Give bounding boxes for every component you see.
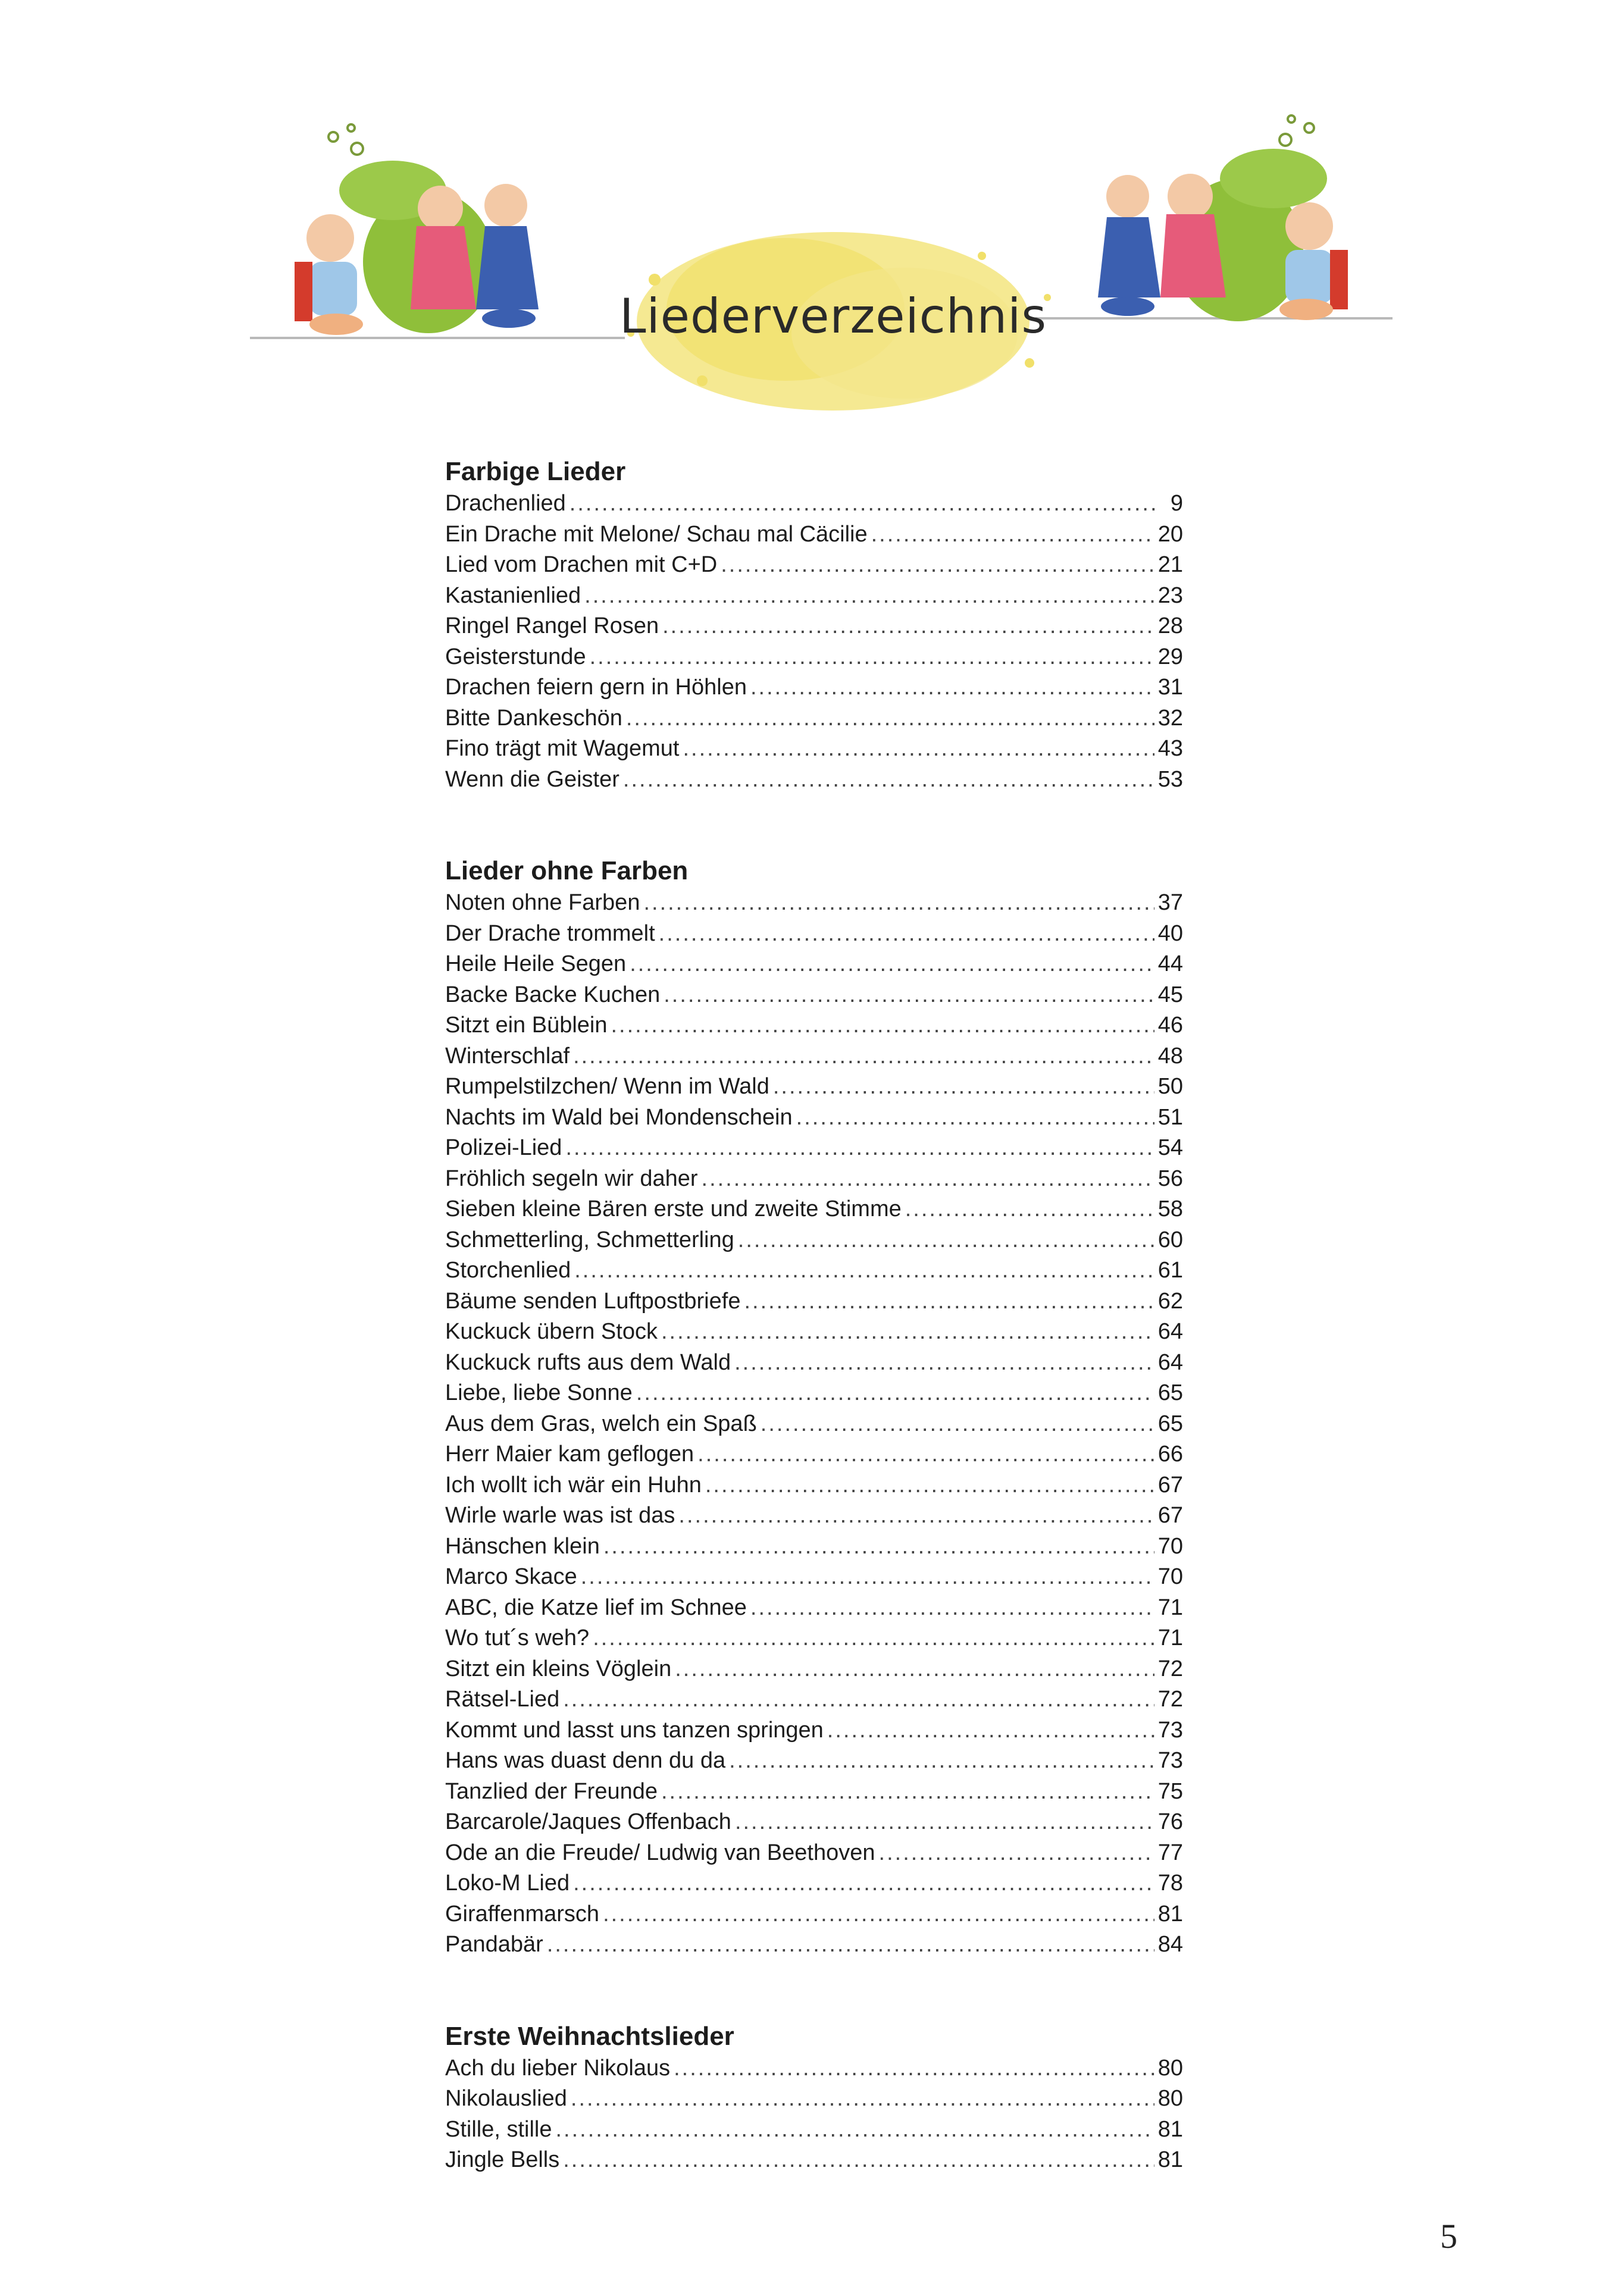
leader-dots bbox=[796, 1102, 1154, 1133]
entry-page: 61 bbox=[1157, 1258, 1183, 1283]
entry-title: Backe Backe Kuchen bbox=[445, 982, 661, 1007]
entry-page: 50 bbox=[1157, 1074, 1183, 1099]
toc-entry bbox=[445, 1715, 1183, 1746]
entry-page: 73 bbox=[1157, 1748, 1183, 1773]
toc-entry bbox=[445, 949, 1183, 980]
entry-title: Sitzt ein Büblein bbox=[445, 1013, 608, 1038]
leader-dots bbox=[623, 765, 1154, 795]
toc-entry bbox=[445, 1102, 1183, 1133]
entry-title: Winterschlaf bbox=[445, 1043, 570, 1069]
entry-page: 53 bbox=[1157, 766, 1183, 792]
entry-page: 43 bbox=[1157, 736, 1183, 761]
entry-page: 46 bbox=[1157, 1013, 1183, 1038]
entry-title: Kommt und lasst uns tanzen springen bbox=[445, 1717, 824, 1743]
entry-title: Giraffenmarsch bbox=[445, 1901, 600, 1927]
entry-title: Drachenlied bbox=[445, 491, 566, 516]
entry-title: Heile Heile Segen bbox=[445, 951, 627, 976]
leader-dots bbox=[593, 1623, 1154, 1654]
toc-entry bbox=[445, 581, 1183, 612]
toc-entry bbox=[445, 488, 1183, 519]
entry-page: 60 bbox=[1157, 1227, 1183, 1252]
leader-dots bbox=[556, 2115, 1154, 2145]
toc-entry bbox=[445, 1929, 1183, 1960]
entry-title: Der Drache trommelt bbox=[445, 920, 655, 946]
entry-page: 51 bbox=[1157, 1104, 1183, 1130]
entry-title: Hänschen klein bbox=[445, 1533, 600, 1559]
leader-dots bbox=[761, 1409, 1154, 1440]
entry-title: Fino trägt mit Wagemut bbox=[445, 736, 680, 761]
entry-page: 65 bbox=[1157, 1411, 1183, 1436]
toc-entry bbox=[445, 642, 1183, 673]
leader-dots bbox=[664, 980, 1154, 1011]
entry-page: 23 bbox=[1157, 582, 1183, 608]
entry-page: 70 bbox=[1157, 1533, 1183, 1559]
toc-entry bbox=[445, 1409, 1183, 1440]
header-illustration bbox=[0, 0, 1624, 452]
toc-entry bbox=[445, 734, 1183, 765]
toc-section-lieder-ohne-farben bbox=[445, 854, 1183, 1960]
toc-entry bbox=[445, 550, 1183, 581]
toc-entry bbox=[445, 1470, 1183, 1501]
entry-title: Herr Maier kam geflogen bbox=[445, 1442, 694, 1467]
page-number: 5 bbox=[1440, 2217, 1457, 2256]
leader-dots bbox=[659, 919, 1154, 950]
leader-dots bbox=[750, 1593, 1154, 1624]
entry-page: 29 bbox=[1157, 644, 1183, 669]
header-banner bbox=[0, 0, 1624, 452]
toc-entry bbox=[445, 1899, 1183, 1930]
entry-title: Hans was duast denn du da bbox=[445, 1748, 726, 1773]
entry-title: Ode an die Freude/ Ludwig van Beethoven bbox=[445, 1840, 875, 1865]
entry-page: 81 bbox=[1157, 2147, 1183, 2172]
leader-dots bbox=[735, 1807, 1154, 1838]
entry-page: 40 bbox=[1157, 920, 1183, 946]
entry-page: 45 bbox=[1157, 982, 1183, 1007]
entry-page: 84 bbox=[1157, 1932, 1183, 1957]
entry-page: 75 bbox=[1157, 1778, 1183, 1804]
leader-dots bbox=[773, 1072, 1154, 1102]
toc-entry bbox=[445, 1317, 1183, 1348]
toc-entry bbox=[445, 1684, 1183, 1715]
table-of-contents bbox=[445, 455, 1183, 2235]
entry-title: Ringel Rangel Rosen bbox=[445, 613, 659, 638]
entry-page: 72 bbox=[1157, 1687, 1183, 1712]
page-title: Liederverzeichnis bbox=[619, 289, 1047, 344]
entry-title: Sieben kleine Bären erste und zweite Stimme bbox=[445, 1196, 902, 1221]
entry-page: 71 bbox=[1157, 1625, 1183, 1650]
section-heading: Farbige Lieder bbox=[445, 457, 626, 486]
toc-entry bbox=[445, 519, 1183, 550]
entry-title: Geisterstunde bbox=[445, 644, 586, 669]
entry-title: Marco Skace bbox=[445, 1564, 577, 1589]
leader-dots bbox=[571, 2084, 1154, 2115]
toc-entry bbox=[445, 1072, 1183, 1102]
toc-entry bbox=[445, 1807, 1183, 1838]
toc-entry bbox=[445, 1194, 1183, 1225]
entry-title: Lied vom Drachen mit C+D bbox=[445, 552, 718, 577]
leader-dots bbox=[705, 1470, 1154, 1501]
entry-page: 56 bbox=[1157, 1166, 1183, 1191]
entry-title: Bäume senden Luftpostbriefe bbox=[445, 1288, 741, 1314]
entry-title: Ach du lieber Nikolaus bbox=[445, 2055, 671, 2081]
entry-title: Aus dem Gras, welch ein Spaß bbox=[445, 1411, 757, 1436]
leader-dots bbox=[603, 1899, 1154, 1930]
toc-entry bbox=[445, 1777, 1183, 1808]
entry-title: Barcarole/Jaques Offenbach bbox=[445, 1809, 731, 1834]
toc-entry bbox=[445, 888, 1183, 919]
leader-dots bbox=[630, 949, 1154, 980]
entry-title: Noten ohne Farben bbox=[445, 890, 640, 915]
toc-entry bbox=[445, 1255, 1183, 1286]
leader-dots bbox=[590, 642, 1154, 673]
toc-entry bbox=[445, 1593, 1183, 1624]
leader-dots bbox=[603, 1531, 1154, 1562]
entry-title: Bitte Dankeschön bbox=[445, 705, 622, 731]
entry-title: Kuckuck übern Stock bbox=[445, 1319, 658, 1344]
toc-entry bbox=[445, 1164, 1183, 1195]
entry-page: 67 bbox=[1157, 1503, 1183, 1528]
leader-dots bbox=[683, 734, 1154, 765]
leader-dots bbox=[744, 1286, 1154, 1317]
toc-section-erste-weihnachtslieder bbox=[445, 2020, 1183, 2176]
entry-title: Ich wollt ich wär ein Huhn bbox=[445, 1472, 702, 1498]
entry-title: Pandabär bbox=[445, 1932, 543, 1957]
entry-title: Tanzlied der Freunde bbox=[445, 1778, 658, 1804]
leader-dots bbox=[570, 488, 1156, 519]
entry-title: Fröhlich segeln wir daher bbox=[445, 1166, 698, 1191]
leader-dots bbox=[879, 1838, 1154, 1869]
toc-entry bbox=[445, 611, 1183, 642]
entry-page: 65 bbox=[1157, 1380, 1183, 1405]
leader-dots bbox=[721, 550, 1154, 581]
entry-page: 81 bbox=[1157, 2116, 1183, 2142]
entry-title: Nikolauslied bbox=[445, 2086, 567, 2111]
leader-dots bbox=[573, 1868, 1154, 1899]
entry-page: 21 bbox=[1157, 552, 1183, 577]
entry-page: 32 bbox=[1157, 705, 1183, 731]
entry-title: ABC, die Katze lief im Schnee bbox=[445, 1595, 747, 1620]
entry-title: Jingle Bells bbox=[445, 2147, 560, 2172]
entry-title: Schmetterling, Schmetterling bbox=[445, 1227, 734, 1252]
entry-page: 71 bbox=[1157, 1595, 1183, 1620]
entry-page: 28 bbox=[1157, 613, 1183, 638]
entry-page: 48 bbox=[1157, 1043, 1183, 1069]
section-heading: Erste Weihnachtslieder bbox=[445, 2021, 734, 2051]
entry-page: 67 bbox=[1157, 1472, 1183, 1498]
entry-page: 78 bbox=[1157, 1871, 1183, 1896]
entry-title: Liebe, liebe Sonne bbox=[445, 1380, 633, 1405]
toc-entry bbox=[445, 1010, 1183, 1041]
leader-dots bbox=[750, 672, 1154, 703]
toc-entry bbox=[445, 1531, 1183, 1562]
leader-dots bbox=[871, 519, 1154, 550]
leader-dots bbox=[905, 1194, 1154, 1225]
entry-page: 66 bbox=[1157, 1442, 1183, 1467]
toc-entry bbox=[445, 1348, 1183, 1379]
leader-dots bbox=[702, 1164, 1154, 1195]
toc-entry bbox=[445, 672, 1183, 703]
toc-entry bbox=[445, 1623, 1183, 1654]
toc-entry bbox=[445, 703, 1183, 734]
toc-entry bbox=[445, 919, 1183, 950]
leader-dots bbox=[547, 1929, 1154, 1960]
toc-entry bbox=[445, 2115, 1183, 2145]
entry-page: 81 bbox=[1157, 1901, 1183, 1927]
toc-entry bbox=[445, 1133, 1183, 1164]
entry-page: 80 bbox=[1157, 2086, 1183, 2111]
entry-page: 64 bbox=[1157, 1319, 1183, 1344]
toc-entry bbox=[445, 1868, 1183, 1899]
entry-page: 9 bbox=[1170, 491, 1183, 516]
toc-entry bbox=[445, 1654, 1183, 1685]
toc-entry bbox=[445, 1439, 1183, 1470]
leader-dots bbox=[573, 1041, 1154, 1072]
entry-title: Wo tut´s weh? bbox=[445, 1625, 590, 1650]
leader-dots bbox=[563, 2145, 1154, 2176]
entry-page: 73 bbox=[1157, 1717, 1183, 1743]
entry-title: Wenn die Geister bbox=[445, 766, 619, 792]
toc-entry bbox=[445, 1562, 1183, 1593]
leader-dots bbox=[626, 703, 1154, 734]
entry-page: 70 bbox=[1157, 1564, 1183, 1589]
entry-title: Storchenlied bbox=[445, 1258, 571, 1283]
toc-entry bbox=[445, 1225, 1183, 1256]
leader-dots bbox=[661, 1317, 1154, 1348]
leader-dots bbox=[565, 1133, 1154, 1164]
entry-title: Ein Drache mit Melone/ Schau mal Cäcilie bbox=[445, 521, 868, 547]
toc-entry bbox=[445, 1501, 1183, 1531]
leader-dots bbox=[584, 581, 1154, 612]
entry-title: Nachts im Wald bei Mondenschein bbox=[445, 1104, 793, 1130]
entry-page: 31 bbox=[1157, 675, 1183, 700]
entry-page: 44 bbox=[1157, 951, 1183, 976]
leader-dots bbox=[581, 1562, 1154, 1593]
toc-entry bbox=[445, 1378, 1183, 1409]
leader-dots bbox=[729, 1746, 1154, 1777]
leader-dots bbox=[827, 1715, 1154, 1746]
toc-entry bbox=[445, 765, 1183, 795]
entry-page: 80 bbox=[1157, 2055, 1183, 2081]
toc-entry bbox=[445, 980, 1183, 1011]
leader-dots bbox=[674, 2053, 1154, 2084]
entry-title: Sitzt ein kleins Vöglein bbox=[445, 1656, 672, 1681]
entry-title: Drachen feiern gern in Höhlen bbox=[445, 675, 747, 700]
toc-entry bbox=[445, 2145, 1183, 2176]
toc-entry bbox=[445, 1041, 1183, 1072]
entry-page: 64 bbox=[1157, 1349, 1183, 1375]
entry-title: Wirle warle was ist das bbox=[445, 1503, 675, 1528]
entry-page: 76 bbox=[1157, 1809, 1183, 1834]
characters-left-group bbox=[295, 124, 539, 335]
leader-dots bbox=[636, 1378, 1154, 1409]
toc-entry bbox=[445, 2053, 1183, 2084]
entry-title: Kuckuck rufts aus dem Wald bbox=[445, 1349, 731, 1375]
entry-title: Rätsel-Lied bbox=[445, 1687, 560, 1712]
entry-page: 77 bbox=[1157, 1840, 1183, 1865]
entry-page: 37 bbox=[1157, 890, 1183, 915]
leader-dots bbox=[678, 1501, 1154, 1531]
entry-page: 20 bbox=[1157, 521, 1183, 547]
entry-page: 62 bbox=[1157, 1288, 1183, 1314]
leader-dots bbox=[662, 611, 1154, 642]
leader-dots bbox=[563, 1684, 1154, 1715]
leader-dots bbox=[697, 1439, 1154, 1470]
entry-page: 58 bbox=[1157, 1196, 1183, 1221]
entry-title: Rumpelstilzchen/ Wenn im Wald bbox=[445, 1074, 769, 1099]
entry-title: Stille, stille bbox=[445, 2116, 552, 2142]
leader-dots bbox=[675, 1654, 1154, 1685]
entry-title: Loko-M Lied bbox=[445, 1871, 570, 1896]
leader-dots bbox=[734, 1348, 1154, 1379]
leader-dots bbox=[574, 1255, 1154, 1286]
entry-title: Polizei-Lied bbox=[445, 1135, 562, 1160]
toc-entry bbox=[445, 1838, 1183, 1869]
entry-title: Kastanienlied bbox=[445, 582, 581, 608]
toc-entry bbox=[445, 2084, 1183, 2115]
entry-page: 72 bbox=[1157, 1656, 1183, 1681]
toc-section-farbige-lieder bbox=[445, 455, 1183, 795]
leader-dots bbox=[738, 1225, 1154, 1256]
section-heading: Lieder ohne Farben bbox=[445, 856, 689, 885]
toc-entry bbox=[445, 1286, 1183, 1317]
leader-dots bbox=[611, 1010, 1154, 1041]
entry-page: 54 bbox=[1157, 1135, 1183, 1160]
leader-dots bbox=[643, 888, 1154, 919]
toc-entry bbox=[445, 1746, 1183, 1777]
leader-dots bbox=[661, 1777, 1154, 1808]
